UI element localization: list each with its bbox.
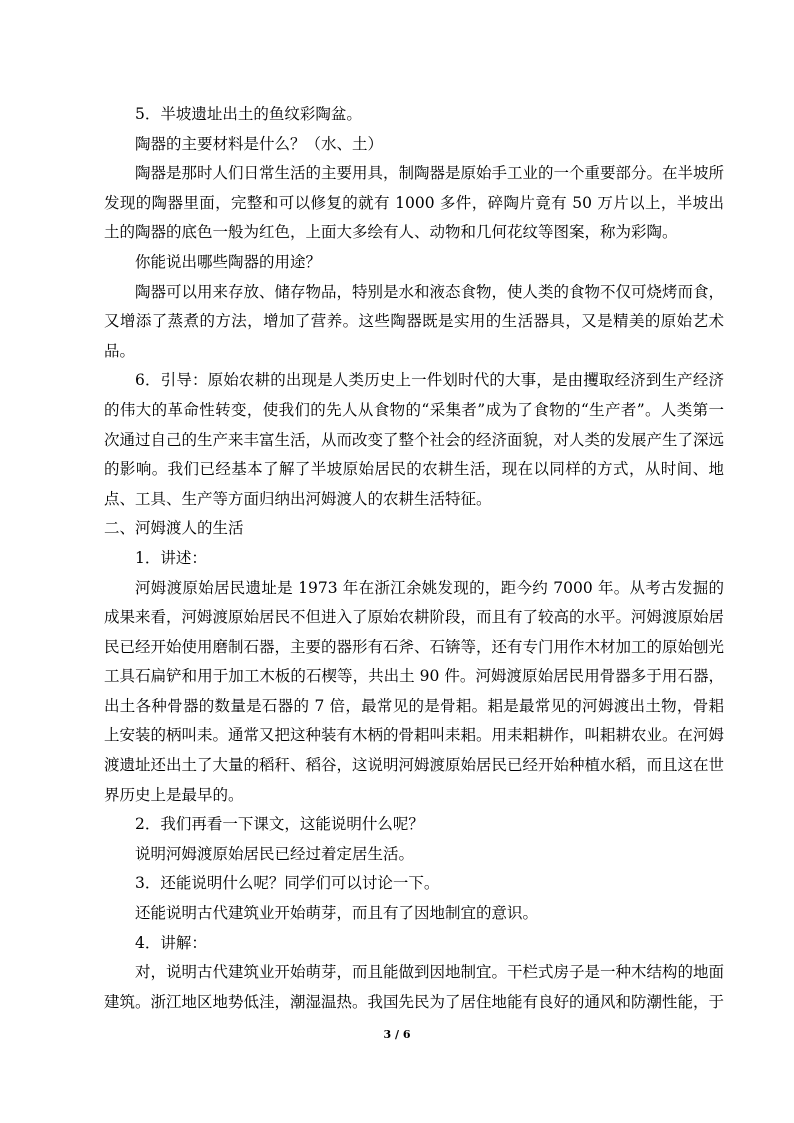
- paragraph-pottery-description: 陶器是那时人们日常生活的主要用具，制陶器是原始手工业的一个重要部分。在半坡所发现的陶器里面，完整和可以修复的就有 1000 多件，碎陶片竟有 50 万片以上，半坡出土的陶器的底色一般为红色，上面大多绘有人、动物和几何花纹等图案，称为彩陶。: [104, 164, 725, 242]
- paragraph-item-4-explanation: 4．讲解：: [135, 933, 207, 952]
- paragraph-item-6-guidance: 6．引导：原始农耕的出现是人类历史上一件划时代的大事，是由攫取经济到生产经济的伟大的革命性转变，使我们的先人从食物的“采集者”成为了食物的“生产者”。人类第一次通过自己的生产来丰富生活，从而改变了整个社会的经济面貌，对人类的发展产生了深远的影响。我们已经基本了解了半坡原始居民的农耕生活，现在以同样的方式，从时间、地点、工具、生产等方面归纳出河姆渡人的农耕生活特征。: [104, 371, 725, 508]
- paragraph-settled-life: 说明河姆渡原始居民已经过着定居生活。: [135, 844, 415, 863]
- paragraph-item-5: 5．半坡遗址出土的鱼纹彩陶盆。: [135, 105, 362, 123]
- paragraph-architecture-answer: 还能说明古代建筑业开始萌芽，而且有了因地制宜的意识。: [135, 904, 539, 923]
- section-heading-hemudu: 二、河姆渡人的生活: [104, 519, 244, 538]
- paragraph-ganlan-house: 对，说明古代建筑业开始萌芽，而且能做到因地制宜。干栏式房子是一种木结构的地面建筑。浙江地区地势低洼，潮湿温热。我国先民为了居住地能有良好的通风和防潮性能，于: [104, 963, 725, 1011]
- question-pottery-uses: 你能说出哪些陶器的用途？: [135, 252, 322, 271]
- paragraph-pottery-uses: 陶器可以用来存放、储存物品，特别是水和液态食物，使人类的食物不仅可烧烤而食，又增添了蒸煮的方法，增加了营养。这些陶器既是实用的生活器具，又是精美的原始艺术品。: [104, 282, 725, 360]
- paragraph-item-1-narration: 1．讲述：: [135, 548, 207, 567]
- page-number: 3 / 6: [383, 1028, 411, 1041]
- question-pottery-material: 陶器的主要材料是什么？（水、土）: [135, 134, 384, 153]
- paragraph-item-3-question: 3．还能说明什么呢？同学们可以讨论一下。: [135, 874, 440, 893]
- paragraph-item-2-question: 2．我们再看一下课文，这能说明什么呢？: [135, 815, 424, 834]
- document-body: [104, 100, 724, 1017]
- paragraph-hemudu-narration: 河姆渡原始居民遗址是 1973 年在浙江余姚发现的，距今约 7000 年。从考古发掘的成果来看，河姆渡原始居民不但进入了原始农耕阶段，而且有了较高的水平。河姆渡原始居民已经开始使用磨制石器，主要的器形有石斧、石锛等，还有专门用作木材加工的原始刨光工具石扁铲和用于加工木板的石楔等，共出土 90 件。河姆渡原始居民用骨器多于用石器，出土各种骨器的数量是石器的 7 倍，最常见的是骨耜。耜是最常见的河姆渡出土物，骨耜上安装的柄叫耒。通常又把这种装有木柄的骨耜叫耒耜。用耒耜耕作，叫耜耕农业。在河姆渡遗址还出土了大量的稻秆、稻谷，这说明河姆渡原始居民已经开始种植水稻，而且这在世界历史上是最早的。: [104, 578, 725, 804]
